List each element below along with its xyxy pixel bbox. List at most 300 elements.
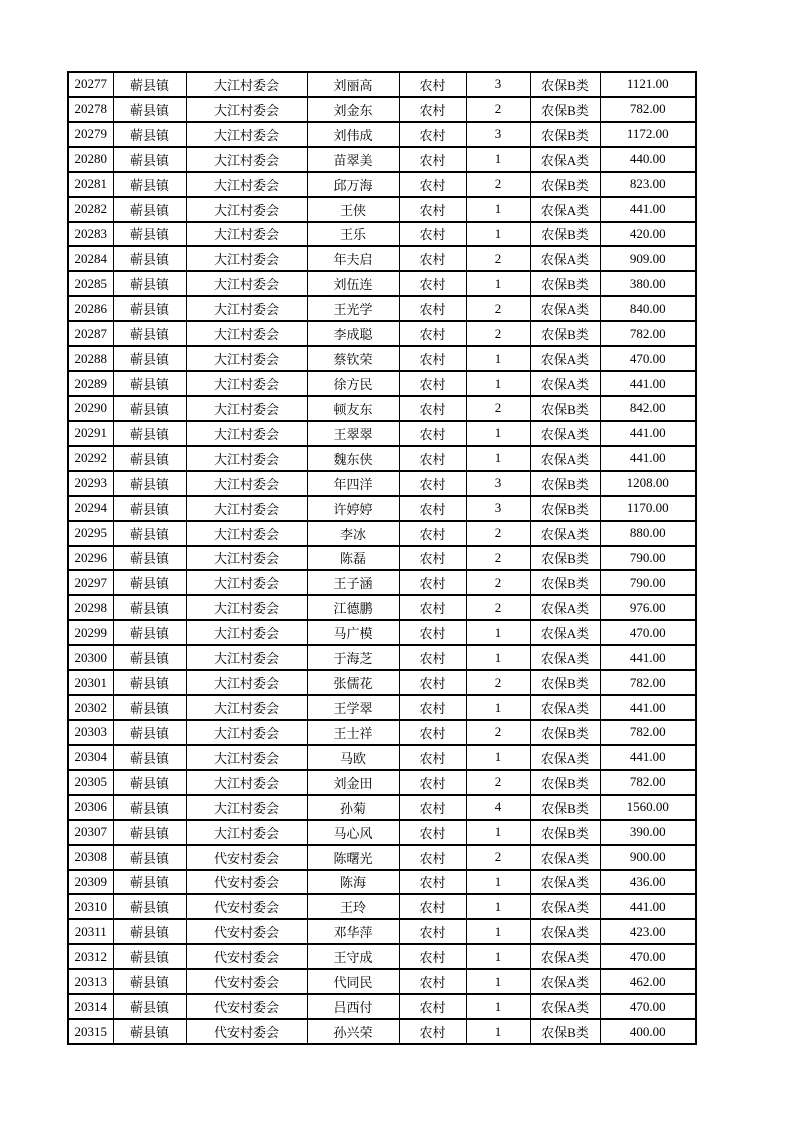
- cell-amount: 842.00: [600, 396, 696, 421]
- table-row: [68, 944, 696, 969]
- cell-village: 大江村委会: [186, 172, 307, 197]
- cell-category: 农保A类: [530, 695, 600, 720]
- cell-residence: 农村: [399, 271, 466, 296]
- cell-category: 农保B类: [530, 72, 600, 97]
- cell-residence: 农村: [399, 994, 466, 1019]
- cell-residence: 农村: [399, 421, 466, 446]
- table-row: [68, 222, 696, 247]
- cell-town: 蕲县镇: [113, 620, 186, 645]
- cell-category: 农保A类: [530, 845, 600, 870]
- cell-village: 大江村委会: [186, 421, 307, 446]
- cell-id: 20282: [68, 197, 113, 222]
- cell-residence: 农村: [399, 246, 466, 271]
- cell-id: 20297: [68, 570, 113, 595]
- cell-village: 代安村委会: [186, 969, 307, 994]
- cell-id: 20300: [68, 645, 113, 670]
- cell-village: 大江村委会: [186, 271, 307, 296]
- cell-id: 20303: [68, 720, 113, 745]
- cell-village: 大江村委会: [186, 346, 307, 371]
- cell-town: 蕲县镇: [113, 845, 186, 870]
- cell-category: 农保B类: [530, 97, 600, 122]
- cell-count: 2: [466, 97, 530, 122]
- cell-id: 20305: [68, 770, 113, 795]
- table-row: [68, 72, 696, 97]
- cell-id: 20307: [68, 820, 113, 845]
- cell-category: 农保B类: [530, 321, 600, 346]
- cell-amount: 782.00: [600, 720, 696, 745]
- cell-id: 20284: [68, 246, 113, 271]
- cell-count: 1: [466, 969, 530, 994]
- cell-category: 农保B类: [530, 1019, 600, 1044]
- cell-count: 3: [466, 471, 530, 496]
- table-row: [68, 670, 696, 695]
- cell-category: 农保B类: [530, 570, 600, 595]
- cell-village: 大江村委会: [186, 620, 307, 645]
- cell-id: 20286: [68, 296, 113, 321]
- cell-village: 大江村委会: [186, 396, 307, 421]
- cell-town: 蕲县镇: [113, 321, 186, 346]
- cell-residence: 农村: [399, 147, 466, 172]
- cell-category: 农保A类: [530, 595, 600, 620]
- cell-residence: 农村: [399, 894, 466, 919]
- cell-name: 吕西付: [307, 994, 399, 1019]
- cell-residence: 农村: [399, 969, 466, 994]
- cell-id: 20313: [68, 969, 113, 994]
- cell-residence: 农村: [399, 1019, 466, 1044]
- cell-name: 刘伍连: [307, 271, 399, 296]
- cell-category: 农保A类: [530, 919, 600, 944]
- cell-count: 2: [466, 845, 530, 870]
- cell-count: 2: [466, 595, 530, 620]
- cell-name: 陈磊: [307, 546, 399, 571]
- cell-amount: 462.00: [600, 969, 696, 994]
- cell-category: 农保B类: [530, 271, 600, 296]
- cell-town: 蕲县镇: [113, 670, 186, 695]
- table-row: [68, 1019, 696, 1044]
- cell-name: 邓华萍: [307, 919, 399, 944]
- cell-category: 农保A类: [530, 645, 600, 670]
- cell-village: 大江村委会: [186, 72, 307, 97]
- cell-category: 农保B类: [530, 795, 600, 820]
- cell-village: 大江村委会: [186, 197, 307, 222]
- cell-residence: 农村: [399, 346, 466, 371]
- cell-count: 1: [466, 745, 530, 770]
- cell-name: 张儒花: [307, 670, 399, 695]
- cell-amount: 1172.00: [600, 122, 696, 147]
- cell-category: 农保A类: [530, 346, 600, 371]
- cell-id: 20299: [68, 620, 113, 645]
- table-row: [68, 820, 696, 845]
- cell-residence: 农村: [399, 321, 466, 346]
- cell-count: 3: [466, 122, 530, 147]
- cell-name: 邱万海: [307, 172, 399, 197]
- cell-amount: 390.00: [600, 820, 696, 845]
- cell-name: 顿友东: [307, 396, 399, 421]
- cell-id: 20283: [68, 222, 113, 247]
- cell-village: 大江村委会: [186, 770, 307, 795]
- cell-id: 20285: [68, 271, 113, 296]
- cell-town: 蕲县镇: [113, 246, 186, 271]
- cell-residence: 农村: [399, 770, 466, 795]
- cell-name: 王玲: [307, 894, 399, 919]
- cell-category: 农保B类: [530, 670, 600, 695]
- cell-residence: 农村: [399, 795, 466, 820]
- cell-village: 大江村委会: [186, 570, 307, 595]
- cell-id: 20281: [68, 172, 113, 197]
- cell-amount: 1560.00: [600, 795, 696, 820]
- cell-name: 李成聪: [307, 321, 399, 346]
- cell-category: 农保A类: [530, 421, 600, 446]
- cell-name: 陈海: [307, 870, 399, 895]
- cell-village: 大江村委会: [186, 296, 307, 321]
- cell-category: 农保B类: [530, 396, 600, 421]
- cell-count: 1: [466, 870, 530, 895]
- cell-residence: 农村: [399, 72, 466, 97]
- cell-count: 1: [466, 994, 530, 1019]
- cell-residence: 农村: [399, 944, 466, 969]
- cell-count: 2: [466, 172, 530, 197]
- cell-town: 蕲县镇: [113, 1019, 186, 1044]
- cell-id: 20280: [68, 147, 113, 172]
- cell-id: 20294: [68, 496, 113, 521]
- cell-category: 农保A类: [530, 870, 600, 895]
- cell-town: 蕲县镇: [113, 172, 186, 197]
- cell-count: 1: [466, 197, 530, 222]
- table-row: [68, 496, 696, 521]
- cell-name: 王乐: [307, 222, 399, 247]
- cell-residence: 农村: [399, 870, 466, 895]
- cell-residence: 农村: [399, 570, 466, 595]
- cell-amount: 782.00: [600, 321, 696, 346]
- cell-count: 1: [466, 371, 530, 396]
- cell-town: 蕲县镇: [113, 745, 186, 770]
- cell-category: 农保B类: [530, 820, 600, 845]
- cell-count: 3: [466, 496, 530, 521]
- cell-amount: 441.00: [600, 421, 696, 446]
- cell-town: 蕲县镇: [113, 795, 186, 820]
- cell-name: 江德鹏: [307, 595, 399, 620]
- cell-count: 1: [466, 620, 530, 645]
- cell-town: 蕲县镇: [113, 919, 186, 944]
- cell-amount: 880.00: [600, 521, 696, 546]
- cell-village: 大江村委会: [186, 720, 307, 745]
- cell-count: 2: [466, 720, 530, 745]
- table-row: [68, 620, 696, 645]
- table-row: [68, 695, 696, 720]
- table-row: [68, 147, 696, 172]
- cell-residence: 农村: [399, 296, 466, 321]
- cell-name: 许婷婷: [307, 496, 399, 521]
- cell-town: 蕲县镇: [113, 296, 186, 321]
- cell-name: 孙兴荣: [307, 1019, 399, 1044]
- cell-residence: 农村: [399, 471, 466, 496]
- cell-town: 蕲县镇: [113, 421, 186, 446]
- cell-village: 大江村委会: [186, 795, 307, 820]
- cell-residence: 农村: [399, 521, 466, 546]
- cell-town: 蕲县镇: [113, 346, 186, 371]
- cell-name: 刘丽高: [307, 72, 399, 97]
- cell-name: 马心风: [307, 820, 399, 845]
- cell-id: 20310: [68, 894, 113, 919]
- roster-table-body: [68, 72, 696, 1044]
- cell-village: 大江村委会: [186, 670, 307, 695]
- cell-category: 农保A类: [530, 371, 600, 396]
- cell-residence: 农村: [399, 97, 466, 122]
- cell-name: 李冰: [307, 521, 399, 546]
- cell-id: 20287: [68, 321, 113, 346]
- table-row: [68, 172, 696, 197]
- table-row: [68, 396, 696, 421]
- cell-amount: 423.00: [600, 919, 696, 944]
- cell-category: 农保A类: [530, 296, 600, 321]
- cell-id: 20298: [68, 595, 113, 620]
- cell-town: 蕲县镇: [113, 870, 186, 895]
- cell-residence: 农村: [399, 695, 466, 720]
- cell-id: 20293: [68, 471, 113, 496]
- cell-amount: 470.00: [600, 620, 696, 645]
- cell-village: 代安村委会: [186, 1019, 307, 1044]
- cell-name: 马广模: [307, 620, 399, 645]
- cell-name: 王学翠: [307, 695, 399, 720]
- cell-name: 年夫启: [307, 246, 399, 271]
- cell-residence: 农村: [399, 645, 466, 670]
- cell-town: 蕲县镇: [113, 570, 186, 595]
- cell-id: 20288: [68, 346, 113, 371]
- cell-residence: 农村: [399, 122, 466, 147]
- cell-amount: 441.00: [600, 197, 696, 222]
- cell-residence: 农村: [399, 546, 466, 571]
- cell-count: 2: [466, 246, 530, 271]
- cell-village: 大江村委会: [186, 222, 307, 247]
- cell-count: 2: [466, 570, 530, 595]
- cell-count: 2: [466, 321, 530, 346]
- cell-amount: 790.00: [600, 546, 696, 571]
- cell-amount: 790.00: [600, 570, 696, 595]
- table-row: [68, 919, 696, 944]
- table-row: [68, 521, 696, 546]
- cell-category: 农保A类: [530, 521, 600, 546]
- cell-name: 刘金东: [307, 97, 399, 122]
- table-row: [68, 122, 696, 147]
- cell-count: 1: [466, 271, 530, 296]
- cell-name: 刘伟成: [307, 122, 399, 147]
- table-row: [68, 870, 696, 895]
- cell-name: 王翠翠: [307, 421, 399, 446]
- cell-count: 1: [466, 222, 530, 247]
- cell-town: 蕲县镇: [113, 496, 186, 521]
- table-row: [68, 421, 696, 446]
- cell-category: 农保A类: [530, 620, 600, 645]
- cell-id: 20278: [68, 97, 113, 122]
- cell-amount: 782.00: [600, 770, 696, 795]
- cell-residence: 农村: [399, 620, 466, 645]
- cell-town: 蕲县镇: [113, 546, 186, 571]
- cell-count: 1: [466, 695, 530, 720]
- cell-category: 农保A类: [530, 894, 600, 919]
- cell-category: 农保B类: [530, 720, 600, 745]
- cell-village: 大江村委会: [186, 471, 307, 496]
- cell-id: 20301: [68, 670, 113, 695]
- cell-town: 蕲县镇: [113, 645, 186, 670]
- cell-id: 20296: [68, 546, 113, 571]
- cell-village: 代安村委会: [186, 994, 307, 1019]
- table-row: [68, 845, 696, 870]
- cell-village: 大江村委会: [186, 695, 307, 720]
- cell-amount: 470.00: [600, 994, 696, 1019]
- cell-amount: 400.00: [600, 1019, 696, 1044]
- cell-name: 王士祥: [307, 720, 399, 745]
- cell-category: 农保B类: [530, 222, 600, 247]
- cell-id: 20311: [68, 919, 113, 944]
- cell-residence: 农村: [399, 720, 466, 745]
- cell-town: 蕲县镇: [113, 770, 186, 795]
- cell-count: 2: [466, 546, 530, 571]
- cell-town: 蕲县镇: [113, 969, 186, 994]
- cell-town: 蕲县镇: [113, 371, 186, 396]
- cell-residence: 农村: [399, 222, 466, 247]
- cell-town: 蕲县镇: [113, 396, 186, 421]
- cell-name: 陈曙光: [307, 845, 399, 870]
- cell-town: 蕲县镇: [113, 471, 186, 496]
- table-row: [68, 246, 696, 271]
- cell-amount: 441.00: [600, 894, 696, 919]
- cell-amount: 420.00: [600, 222, 696, 247]
- cell-town: 蕲县镇: [113, 994, 186, 1019]
- cell-name: 于海芝: [307, 645, 399, 670]
- cell-residence: 农村: [399, 446, 466, 471]
- table-row: [68, 97, 696, 122]
- cell-amount: 441.00: [600, 371, 696, 396]
- table-row: [68, 296, 696, 321]
- cell-amount: 1170.00: [600, 496, 696, 521]
- cell-id: 20308: [68, 845, 113, 870]
- table-row: [68, 346, 696, 371]
- cell-amount: 976.00: [600, 595, 696, 620]
- cell-category: 农保B类: [530, 546, 600, 571]
- cell-id: 20302: [68, 695, 113, 720]
- cell-village: 大江村委会: [186, 595, 307, 620]
- cell-residence: 农村: [399, 197, 466, 222]
- cell-count: 1: [466, 645, 530, 670]
- cell-id: 20304: [68, 745, 113, 770]
- cell-count: 1: [466, 919, 530, 944]
- cell-category: 农保A类: [530, 147, 600, 172]
- cell-residence: 农村: [399, 820, 466, 845]
- cell-residence: 农村: [399, 371, 466, 396]
- cell-name: 年四洋: [307, 471, 399, 496]
- cell-name: 魏东侠: [307, 446, 399, 471]
- cell-count: 2: [466, 521, 530, 546]
- cell-amount: 823.00: [600, 172, 696, 197]
- cell-village: 代安村委会: [186, 870, 307, 895]
- cell-town: 蕲县镇: [113, 894, 186, 919]
- cell-id: 20290: [68, 396, 113, 421]
- cell-id: 20309: [68, 870, 113, 895]
- cell-count: 2: [466, 670, 530, 695]
- cell-amount: 440.00: [600, 147, 696, 172]
- cell-name: 王光学: [307, 296, 399, 321]
- cell-amount: 1121.00: [600, 72, 696, 97]
- cell-category: 农保B类: [530, 172, 600, 197]
- cell-id: 20291: [68, 421, 113, 446]
- cell-village: 代安村委会: [186, 919, 307, 944]
- table-row: [68, 745, 696, 770]
- cell-amount: 1208.00: [600, 471, 696, 496]
- table-row: [68, 894, 696, 919]
- cell-count: 4: [466, 795, 530, 820]
- cell-village: 大江村委会: [186, 371, 307, 396]
- cell-village: 大江村委会: [186, 496, 307, 521]
- cell-category: 农保A类: [530, 969, 600, 994]
- cell-residence: 农村: [399, 919, 466, 944]
- cell-category: 农保A类: [530, 745, 600, 770]
- cell-village: 大江村委会: [186, 820, 307, 845]
- cell-village: 大江村委会: [186, 521, 307, 546]
- cell-amount: 840.00: [600, 296, 696, 321]
- cell-id: 20312: [68, 944, 113, 969]
- cell-count: 1: [466, 1019, 530, 1044]
- cell-category: 农保B类: [530, 122, 600, 147]
- cell-town: 蕲县镇: [113, 446, 186, 471]
- cell-village: 代安村委会: [186, 845, 307, 870]
- cell-amount: 900.00: [600, 845, 696, 870]
- table-row: [68, 321, 696, 346]
- cell-amount: 380.00: [600, 271, 696, 296]
- cell-category: 农保B类: [530, 770, 600, 795]
- cell-name: 王侠: [307, 197, 399, 222]
- cell-town: 蕲县镇: [113, 944, 186, 969]
- cell-town: 蕲县镇: [113, 595, 186, 620]
- cell-id: 20306: [68, 795, 113, 820]
- cell-amount: 441.00: [600, 745, 696, 770]
- cell-amount: 441.00: [600, 695, 696, 720]
- table-row: [68, 994, 696, 1019]
- cell-count: 2: [466, 296, 530, 321]
- cell-name: 马欧: [307, 745, 399, 770]
- cell-category: 农保A类: [530, 994, 600, 1019]
- cell-amount: 909.00: [600, 246, 696, 271]
- cell-name: 蔡钦荣: [307, 346, 399, 371]
- cell-count: 1: [466, 894, 530, 919]
- cell-category: 农保A类: [530, 197, 600, 222]
- table-row: [68, 720, 696, 745]
- cell-name: 代同民: [307, 969, 399, 994]
- cell-village: 大江村委会: [186, 246, 307, 271]
- table-row: [68, 645, 696, 670]
- cell-id: 20279: [68, 122, 113, 147]
- cell-count: 1: [466, 147, 530, 172]
- cell-town: 蕲县镇: [113, 222, 186, 247]
- cell-town: 蕲县镇: [113, 271, 186, 296]
- cell-count: 1: [466, 421, 530, 446]
- cell-town: 蕲县镇: [113, 521, 186, 546]
- cell-town: 蕲县镇: [113, 147, 186, 172]
- cell-residence: 农村: [399, 845, 466, 870]
- cell-town: 蕲县镇: [113, 72, 186, 97]
- cell-id: 20277: [68, 72, 113, 97]
- cell-town: 蕲县镇: [113, 97, 186, 122]
- cell-name: 王守成: [307, 944, 399, 969]
- cell-count: 2: [466, 396, 530, 421]
- cell-id: 20315: [68, 1019, 113, 1044]
- cell-village: 大江村委会: [186, 446, 307, 471]
- table-row: [68, 795, 696, 820]
- cell-village: 大江村委会: [186, 745, 307, 770]
- cell-name: 刘金田: [307, 770, 399, 795]
- cell-village: 大江村委会: [186, 321, 307, 346]
- cell-amount: 441.00: [600, 446, 696, 471]
- cell-count: 1: [466, 446, 530, 471]
